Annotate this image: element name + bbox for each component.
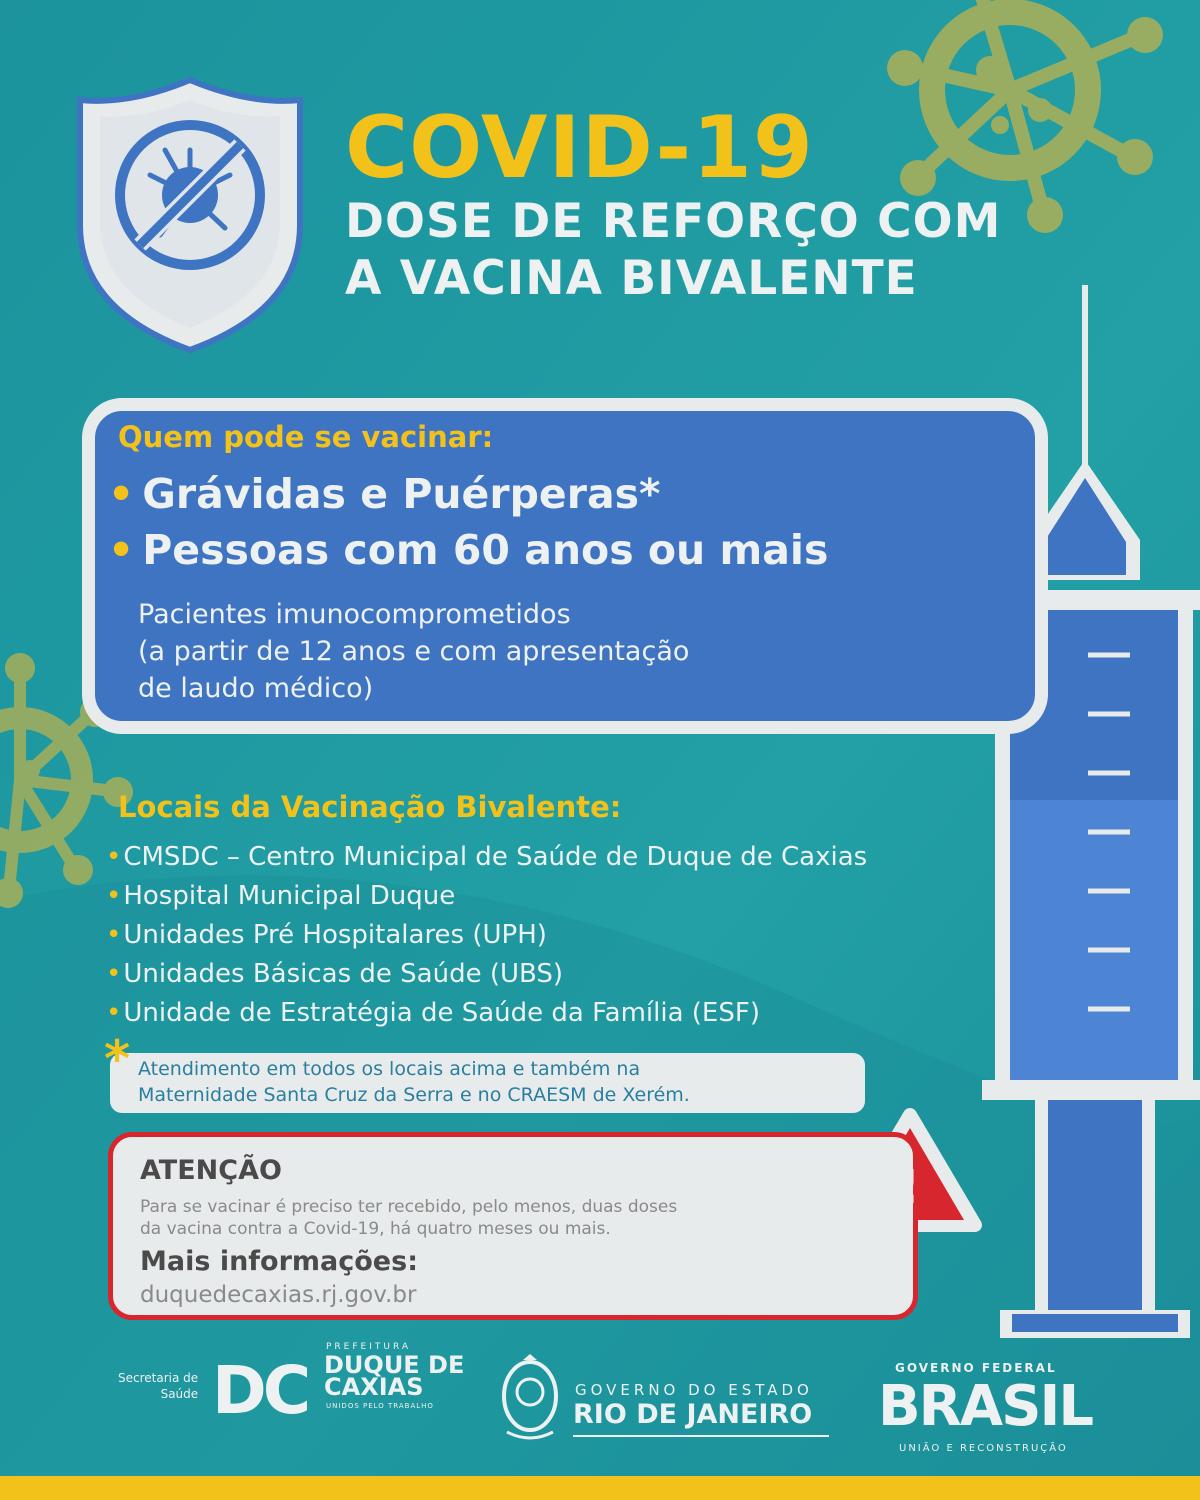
- bullet: •: [108, 470, 135, 518]
- list-item-label: Hospital Municipal Duque: [123, 881, 456, 911]
- footer-stripe: [0, 1476, 1200, 1500]
- list-item-label: Unidade de Estratégia de Saúde da Família (ESF): [123, 998, 760, 1028]
- list-item: [106, 838, 867, 877]
- prefeitura-label: PREFEITURA: [326, 1342, 412, 1352]
- uniao-reconstrucao-tagline: UNIÃO E RECONSTRUÇÃO: [899, 1443, 1068, 1454]
- secretaria-label: Secretaria de Saúde: [118, 1371, 199, 1401]
- list-item-label: Unidades Pré Hospitalares (UPH): [123, 920, 547, 950]
- list-item: [106, 916, 867, 955]
- list-item: [108, 470, 660, 518]
- rio-de-janeiro-logo: RIO DE JANEIRO: [573, 1399, 813, 1430]
- attention-title: ATENÇÃO: [140, 1155, 282, 1186]
- locations-title: Locais da Vacinação Bivalente:: [118, 790, 622, 824]
- governo-federal-label: GOVERNO FEDERAL: [895, 1361, 1057, 1375]
- unidos-tagline: UNIDOS PELO TRABALHO: [326, 1402, 434, 1410]
- rj-coat-of-arms-icon: [495, 1352, 565, 1444]
- list-item: [106, 955, 867, 994]
- note-text: Atendimento em todos os locais acima e também na Maternidade Santa Cruz da Serra e no CRAESM de Xerém.: [138, 1058, 690, 1106]
- page-title: COVID-19: [345, 98, 814, 198]
- subtitle-line: A VACINA BIVALENTE: [345, 251, 918, 306]
- bullet: •: [106, 920, 122, 950]
- bullet: •: [106, 881, 122, 911]
- attention-text: Para se vacinar é preciso ter recebido, pelo menos, duas doses da vacina contra a Covid-19, há quatro meses ou mais.: [140, 1197, 678, 1239]
- list-item: [106, 877, 867, 916]
- dc-logo: DC: [212, 1352, 308, 1429]
- bullet: •: [108, 526, 135, 574]
- divider: [573, 1435, 829, 1437]
- bullet: •: [106, 998, 122, 1028]
- list-item-label: Grávidas e Puérperas*: [142, 470, 661, 518]
- warning-exclamation: !: [899, 1160, 920, 1214]
- list-item: [108, 526, 828, 574]
- subtitle-line: DOSE DE REFORÇO COM: [345, 194, 1002, 249]
- bullet: •: [106, 842, 122, 872]
- locations-list: [106, 838, 867, 1033]
- governo-estado-label: GOVERNO DO ESTADO: [575, 1381, 813, 1399]
- list-item: [106, 994, 867, 1033]
- brasil-logo: BRASIL: [878, 1374, 1092, 1439]
- asterisk-mark: *: [104, 1030, 131, 1088]
- list-item-label: Pessoas com 60 anos ou mais: [142, 526, 829, 574]
- bullet: •: [106, 959, 122, 989]
- more-info-link[interactable]: duquedecaxias.rj.gov.br: [140, 1282, 417, 1308]
- list-item-label: Unidades Básicas de Saúde (UBS): [123, 959, 564, 989]
- immunocompromised-note: Pacientes imunocomprometidos (a partir de 12 anos e com apresentação de laudo médico): [138, 599, 690, 704]
- duque-caxias-logo: DUQUE DE CAXIAS: [324, 1351, 465, 1401]
- page-subtitle: [345, 193, 1001, 307]
- list-item-label: CMSDC – Centro Municipal de Saúde de Duque de Caxias: [123, 842, 868, 872]
- eligibility-title: Quem pode se vacinar:: [118, 420, 494, 454]
- more-info-title: Mais informações:: [140, 1246, 418, 1277]
